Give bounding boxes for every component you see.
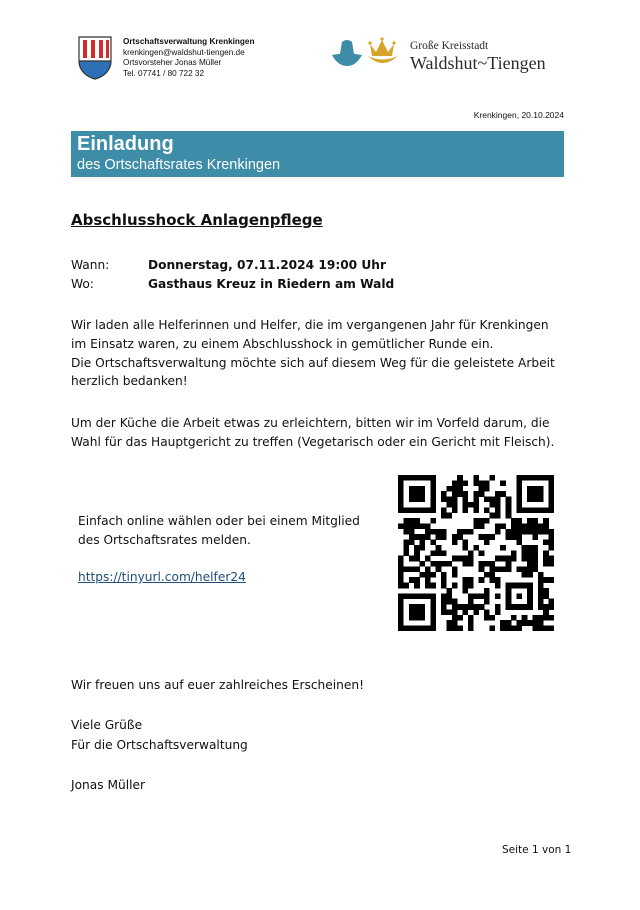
signup-link[interactable]: https://tinyurl.com/helfer24 (78, 570, 246, 584)
paragraph-line: herzlich bedanken! (71, 374, 188, 389)
closing-line: Wir freuen uns auf euer zahlreiches Erscheinen! (71, 678, 364, 692)
choose-line: Einfach online wählen oder bei einem Mitglied (78, 514, 360, 528)
banner-title: Einladung (77, 133, 174, 155)
paragraph-line: Um der Küche die Arbeit etwas zu erleichtern, bitten wir im Vorfeld darum, die (71, 416, 550, 430)
when-value: Donnerstag, 07.11.2024 19:00 Uhr (148, 258, 386, 272)
city-logo-icon (330, 36, 402, 70)
sender-phone: Tel. 07741 / 80 722 32 (123, 68, 205, 78)
invitation-banner (71, 131, 564, 177)
greeting-line: Viele Grüße (71, 718, 143, 732)
paragraph-line: Wahl für das Hauptgericht zu treffen (Vegetarisch oder ein Gericht mit Fleisch). (71, 434, 555, 449)
sender-email: krenkingen@waldshut-tiengen.de (123, 47, 245, 57)
signer-name: Jonas Müller (71, 778, 145, 792)
sender-person: Ortsvorsteher Jonas Müller (123, 58, 222, 68)
city-name-line2: Waldshut~Tiengen (410, 53, 546, 73)
city-name-line1: Große Kreisstadt (410, 40, 489, 52)
choose-line: des Ortschaftsrates melden. (78, 532, 251, 547)
paragraph-line: Die Ortschaftsverwaltung möchte sich auf diesem Weg für die geleistete Arbeit (71, 355, 555, 370)
event-where (71, 275, 394, 294)
choose-online-text (78, 512, 378, 550)
banner-subtitle: des Ortschaftsrates Krenkingen (77, 157, 281, 173)
where-label: Wo: (71, 277, 94, 291)
qr-code-icon (398, 475, 554, 631)
when-label: Wann: (71, 258, 110, 272)
event-when (71, 256, 386, 275)
kitchen-paragraph (71, 414, 571, 452)
greeting-org: Für die Ortschaftsverwaltung (71, 738, 248, 752)
sender-block (123, 37, 254, 79)
sender-org: Ortschaftsverwaltung Krenkingen (123, 37, 255, 46)
city-name (410, 40, 546, 73)
coat-of-arms-icon (78, 36, 112, 80)
page-number: Seite 1 von 1 (502, 844, 572, 856)
where-value: Gasthaus Kreuz in Riedern am Wald (148, 277, 395, 291)
event-heading: Abschlusshock Anlagenpflege (71, 211, 323, 229)
letter-date: Krenkingen, 20.10.2024 (473, 110, 564, 120)
paragraph-line: im Einsatz waren, zu einem Abschlusshock in gemütlicher Runde ein. (71, 336, 494, 351)
paragraph-line: Wir laden alle Helferinnen und Helfer, die im vergangenen Jahr für Krenkingen (71, 318, 549, 332)
invitation-paragraph (71, 316, 571, 391)
